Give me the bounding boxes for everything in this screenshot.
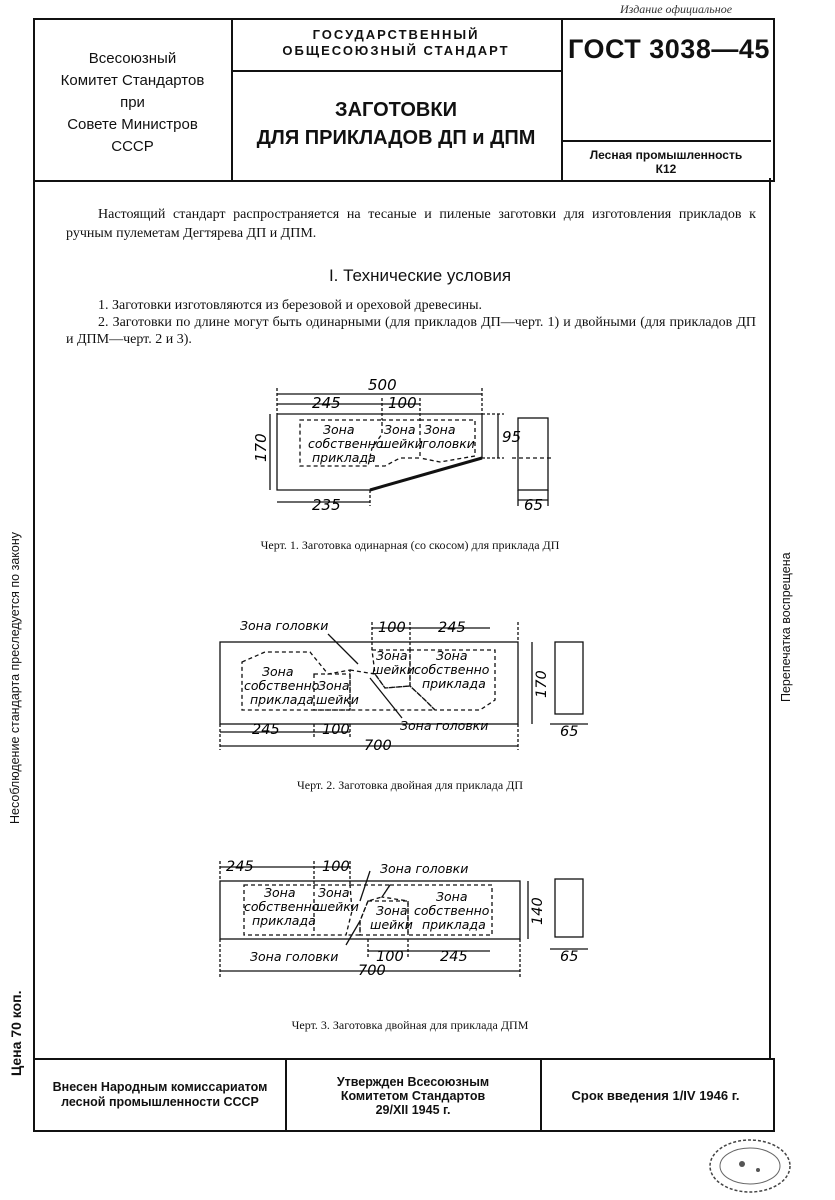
fig1-zone-text: собственно — [308, 436, 384, 451]
fig3-dim-w: 65 — [560, 949, 579, 965]
fig3-zone-text: Зона — [436, 889, 468, 904]
fig3-section — [555, 879, 583, 937]
fig1-dim-a: 245 — [312, 394, 341, 412]
fig3-zone-text: шейки — [370, 917, 413, 932]
fig2-zone-text: Зона — [262, 664, 294, 679]
fig2-zone-text: шейки — [316, 692, 359, 707]
fig2-zone-text: приклада — [250, 692, 314, 707]
fig3-zone-text: приклада — [252, 913, 316, 928]
issuer-line: Всесоюзный — [88, 50, 177, 67]
figure-2-drawing — [210, 612, 590, 757]
standard-type-line1: ГОСУДАРСТВЕННЫЙ — [312, 27, 480, 42]
fig2-zone-text: Зона — [376, 648, 408, 663]
fig3-dim-b2: 100 — [376, 949, 404, 965]
fig3-zone-text: Зона — [264, 885, 296, 900]
introduced-line2: лесной промышленности СССР — [61, 1095, 259, 1109]
fig1-dim-h2: 95 — [502, 428, 522, 446]
fig3-label-head: Зона головки — [380, 861, 469, 876]
fig2-dim-h: 170 — [534, 670, 550, 698]
fig3-zone-text: Зона — [376, 903, 408, 918]
industry-label: Лесная промышленность — [589, 148, 743, 162]
intro-paragraph: Настоящий стандарт распространяется на тесаные и пиленые заготовки для изготовления прикладов к ручным пулеметам Дегтярева ДП и ДПМ. — [66, 207, 756, 241]
fig2-label-head: Зона головки — [400, 718, 489, 733]
side-reprint: Перепечатка воспрещена — [779, 552, 793, 702]
fig2-dim-b2: 100 — [322, 722, 350, 738]
fig1-zone-text: головки — [422, 436, 475, 451]
issuer-line: Комитет Стандартов — [60, 72, 205, 89]
price: Цена 70 коп. — [8, 990, 24, 1076]
figure-2-caption: Черт. 2. Заготовка двойная для приклада ДП — [296, 778, 524, 792]
industry-classification — [563, 148, 769, 176]
approved-line2: Комитетом Стандартов — [340, 1089, 486, 1103]
introduced-line1: Внесен Народным комиссариатом — [52, 1080, 268, 1094]
standard-type-line2: ОБЩЕСОЮЗНЫЙ СТАНДАРТ — [282, 43, 510, 58]
approved-line1: Утвержден Всесоюзным — [336, 1075, 490, 1089]
fig1-zone-text: Зона — [384, 422, 416, 437]
side-warning: Несоблюдение стандарта преследуется по закону — [8, 532, 22, 824]
footer-approved — [287, 1075, 539, 1117]
title-line1: ЗАГОТОВКИ — [335, 99, 457, 121]
fig2-dim-w: 65 — [560, 724, 579, 740]
figure-1-caption: Черт. 1. Заготовка одинарная (со скосом) для приклада ДП — [260, 538, 560, 552]
item-2: 2. Заготовки по длине могут быть одинарными (для прикладов ДП—черт. 1) и двойными (для прикладов ДП и ДПМ—черт. 2 и 3). — [66, 315, 756, 347]
fig3-zone-text: собственно — [414, 903, 490, 918]
issuer-line: при — [120, 94, 145, 111]
fig2-zone-text: собственно — [244, 678, 320, 693]
figure-1-drawing — [240, 376, 570, 516]
fig2-dim-b: 100 — [378, 620, 406, 636]
fig2-dim-a2: 245 — [252, 722, 280, 738]
footer-introduced — [35, 1080, 285, 1110]
fig2-zone-text: собственно — [414, 662, 490, 677]
fig1-zone-text: Зона — [323, 422, 355, 437]
fig3-zone-text: шейки — [316, 899, 359, 914]
fig1-dim-bottom: 235 — [312, 496, 341, 514]
fig1-zone-text: приклада — [312, 450, 376, 465]
header-divider-h1 — [231, 70, 561, 72]
issuer — [40, 48, 225, 158]
figure-3-caption: Черт. 3. Заготовка двойная для приклада ДПМ — [291, 1018, 529, 1032]
fig2-zone-text: Зона — [436, 648, 468, 663]
fig3-zone-text: Зона — [318, 885, 350, 900]
fig1-zone-text: шейки — [380, 436, 423, 451]
fig2-section — [555, 642, 583, 714]
fig1-dim-h: 170 — [252, 433, 270, 462]
gost-number: ГОСТ 3038—45 — [568, 34, 770, 64]
fig1-dim-total: 500 — [368, 376, 397, 394]
fig3-dim-b: 100 — [322, 859, 350, 875]
fig3-zone-text: собственно — [244, 899, 320, 914]
document-title — [233, 96, 559, 152]
title-line2: ДЛЯ ПРИКЛАДОВ ДП и ДПМ — [256, 127, 536, 149]
issuer-line: Совете Министров — [67, 116, 198, 133]
frame-right — [769, 178, 771, 1058]
fig1-zone-text: Зона — [424, 422, 456, 437]
fig3-dim-total: 700 — [358, 963, 386, 979]
library-stamp — [700, 1128, 800, 1198]
item-1: 1. Заготовки изготовляются из березовой и ореховой древесины. — [98, 298, 483, 313]
fig3-zone-text: приклада — [422, 917, 486, 932]
fig1-dim-w: 65 — [524, 496, 544, 514]
issuer-line: СССР — [111, 138, 154, 155]
approved-line3: 29/XII 1945 г. — [375, 1103, 451, 1117]
standard-type — [233, 27, 559, 59]
fig3-dim-h: 140 — [530, 897, 546, 925]
industry-code: К12 — [655, 162, 677, 176]
header-divider-h2 — [561, 140, 771, 142]
footer-effective: Срок введения 1/IV 1946 г. — [571, 1088, 740, 1103]
fig3-dim-a2: 245 — [440, 949, 468, 965]
edition-note: Издание официальное — [620, 2, 733, 16]
fig2-dim-a: 245 — [438, 620, 466, 636]
fig2-zone-text: Зона — [318, 678, 350, 693]
fig3-dim-a: 245 — [226, 859, 254, 875]
figure-3-drawing — [210, 855, 590, 985]
fig3-label-head: Зона головки — [250, 949, 339, 964]
fig1-section — [518, 418, 548, 490]
fig2-zone-text: приклада — [422, 676, 486, 691]
frame-left — [33, 178, 35, 1058]
fig2-zone-text: шейки — [372, 662, 415, 677]
fig2-dim-total: 700 — [364, 738, 392, 754]
fig2-label-head: Зона головки — [240, 618, 329, 633]
fig1-dim-b: 100 — [388, 394, 417, 412]
section-title: I. Технические условия — [328, 266, 512, 285]
